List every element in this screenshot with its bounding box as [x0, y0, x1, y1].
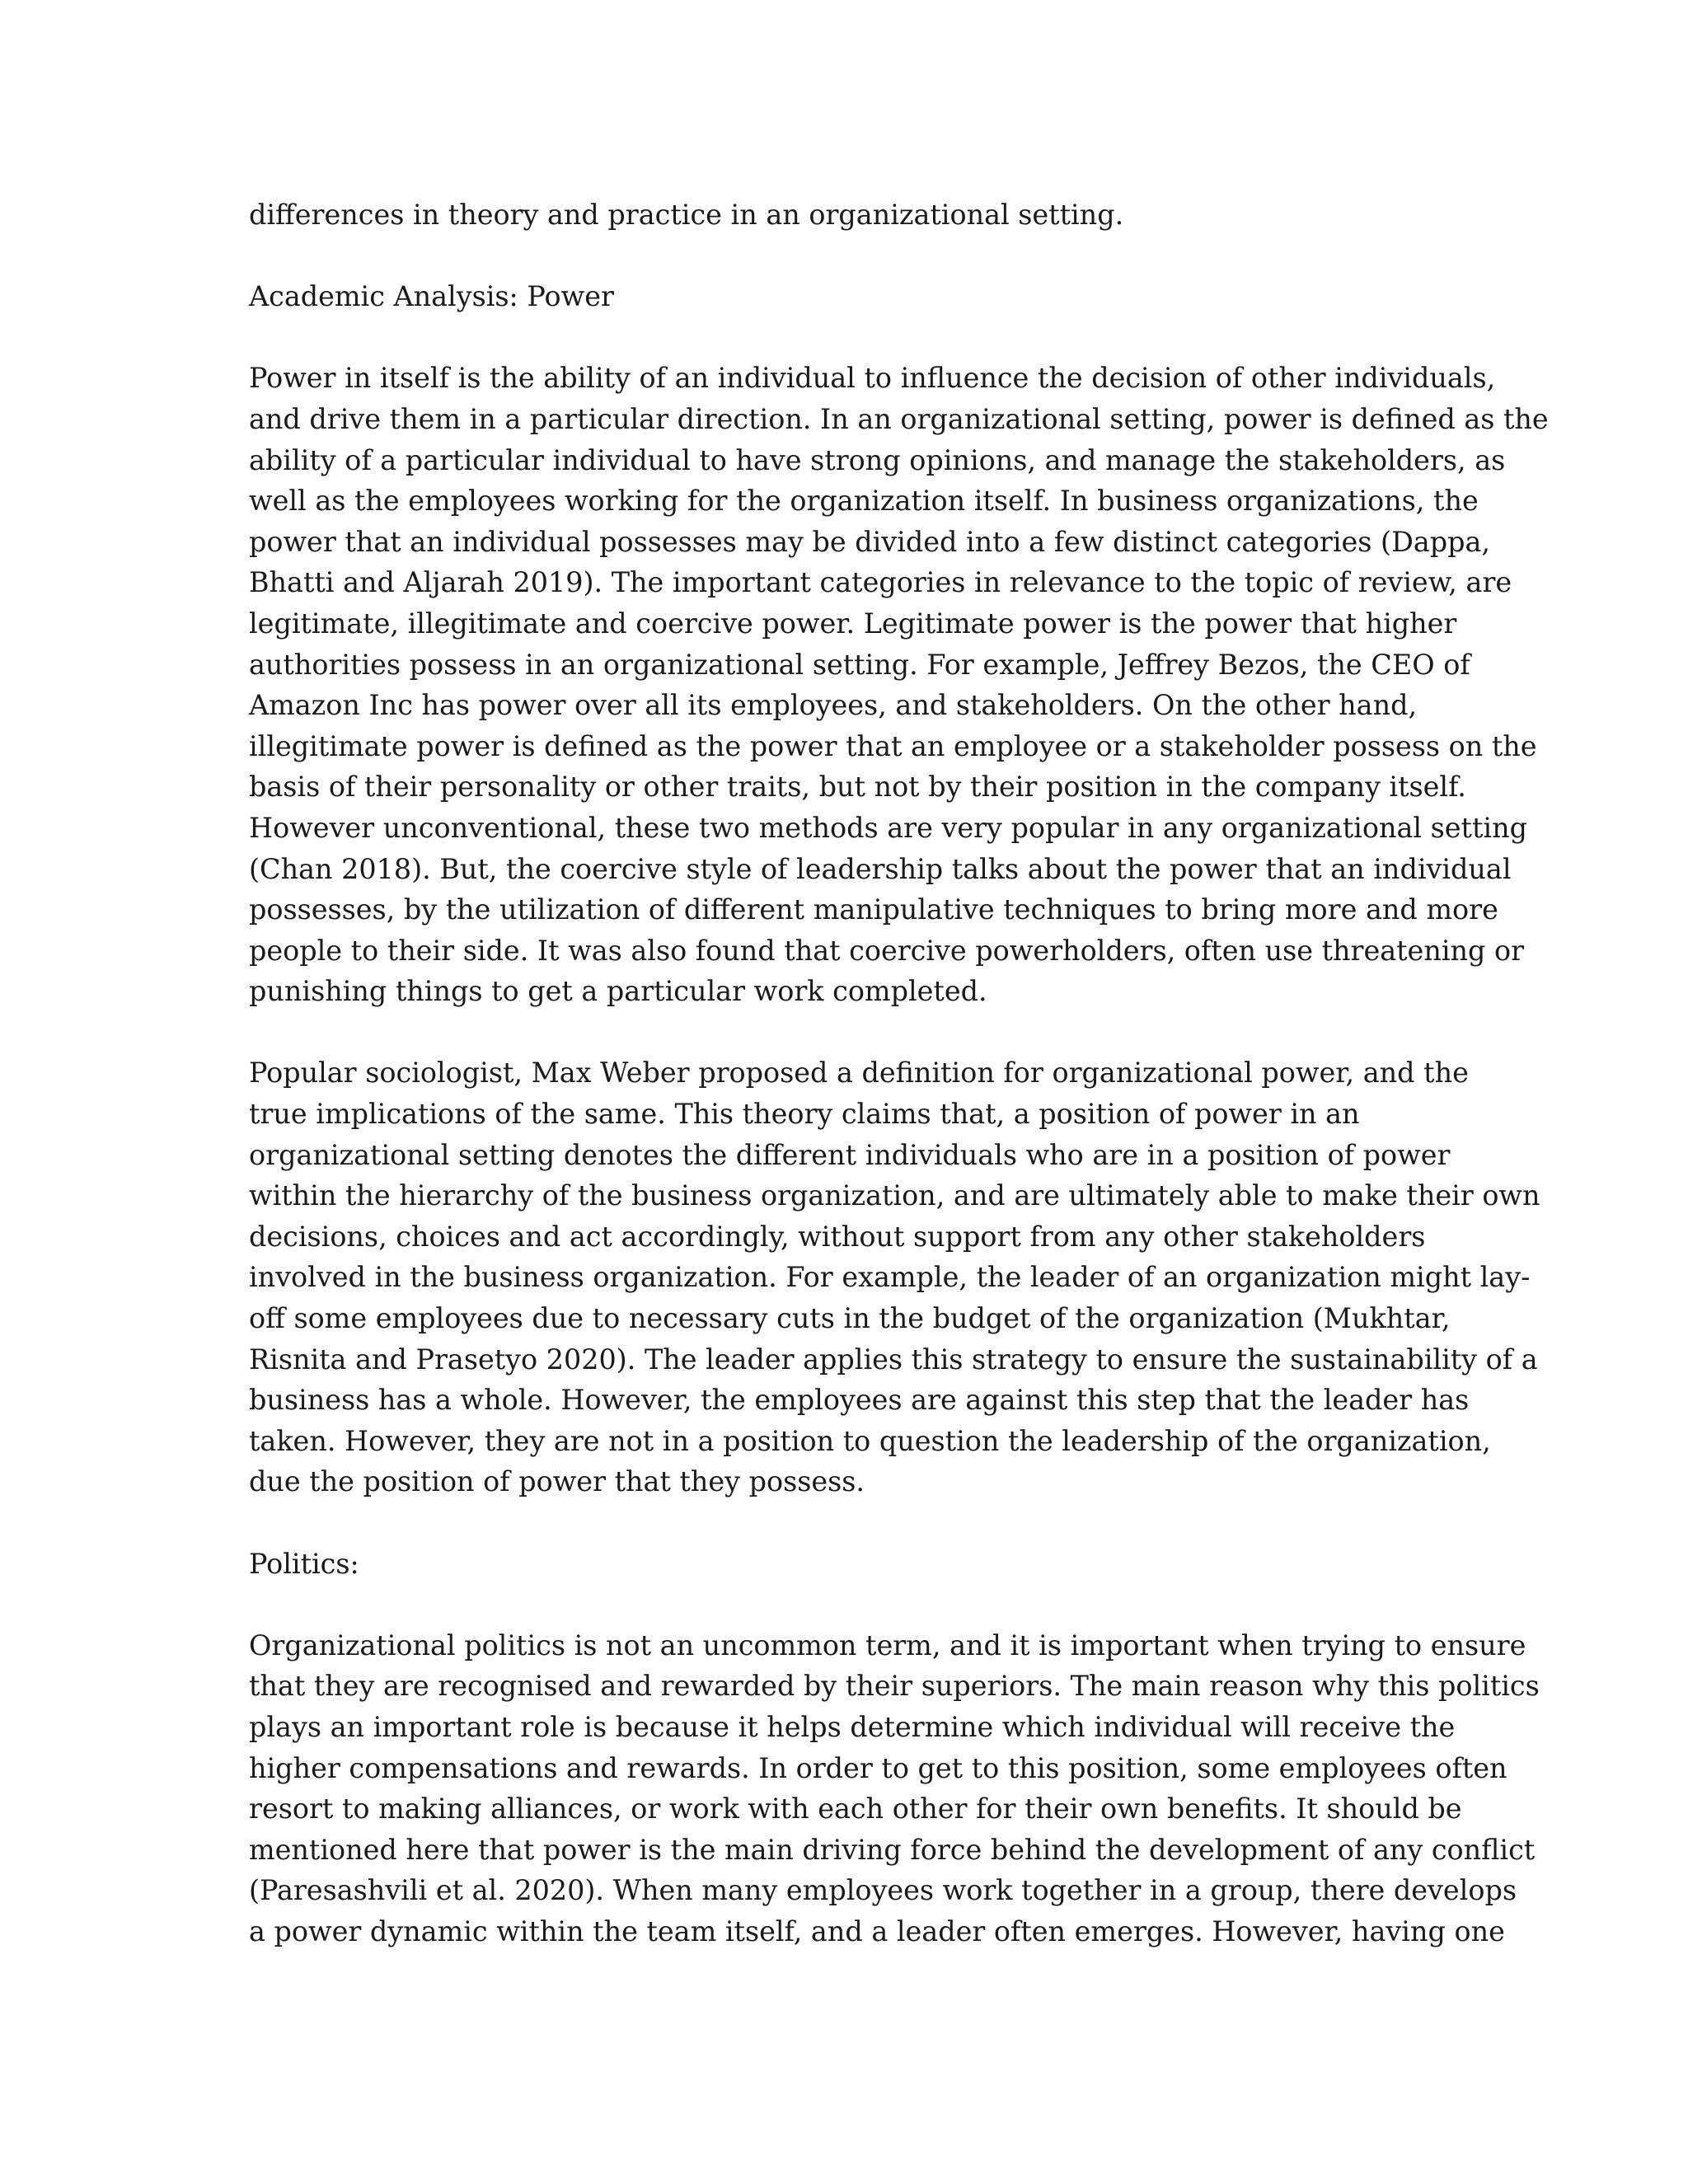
text-line: (Paresashvili et al. 2020). When many employees work together in a group, there develops	[249, 1874, 1517, 1907]
text-line: Bhatti and Aljarah 2019). The important categories in relevance to the topic of review, are	[249, 566, 1512, 599]
text-line: that they are recognised and rewarded by their superiors. The main reason why this politics	[249, 1670, 1540, 1703]
paragraph	[249, 358, 1549, 1012]
text-line: ability of a particular individual to have strong opinions, and manage the stakeholders, as	[249, 443, 1506, 476]
text-line: However unconventional, these two methods are very popular in any organizational setting	[249, 811, 1527, 844]
text-line: Popular sociologist, Max Weber proposed a definition for organizational power, and the	[249, 1057, 1469, 1090]
text-line: higher compensations and rewards. In order to get to this position, some employees often	[249, 1751, 1507, 1784]
text-line: business has a whole. However, the employees are against this step that the leader has	[249, 1384, 1470, 1417]
text-line: power that an individual possesses may be divided into a few distinct categories (Dappa,	[249, 525, 1491, 558]
text-line: Risnita and Prasetyo 2020). The leader applies this strategy to ensure the sustainability of a	[249, 1343, 1538, 1376]
text-line: people to their side. It was also found that coercive powerholders, often use threatening or	[249, 934, 1525, 967]
text-line: and drive them in a particular direction. In an organizational setting, power is defined as the	[249, 402, 1549, 435]
text-line: authorities possess in an organizational setting. For example, Jeffrey Bezos, the CEO of	[249, 648, 1470, 681]
text-line: basis of their personality or other traits, but not by their position in the company itself.	[249, 771, 1466, 804]
text-line: mentioned here that power is the main driving force behind the development of any conflict	[249, 1833, 1536, 1866]
text-line: off some employees due to necessary cuts in the budget of the organization (Mukhtar,	[249, 1302, 1451, 1335]
text-line: taken. However, they are not in a position to question the leadership of the organization,	[249, 1424, 1491, 1457]
continued-text	[249, 194, 1461, 236]
text-line: Amazon Inc has power over all its employees, and stakeholders. On the other hand,	[249, 689, 1418, 722]
paragraph-gap	[249, 317, 1461, 359]
text-line: Power in itself is the ability of an individual to influence the decision of other individuals,	[249, 362, 1496, 395]
paragraph-gap	[249, 1584, 1461, 1625]
section-heading	[249, 276, 1461, 317]
text-line: Organizational politics is not an uncommon term, and it is important when trying to ensure	[249, 1629, 1526, 1661]
text-line: well as the employees working for the organization itself. In business organizations, the	[249, 485, 1479, 518]
text-line: (Chan 2018). But, the coercive style of leadership talks about the power that an individual	[249, 852, 1512, 885]
text-line: involved in the business organization. For example, the leader of an organization might lay-	[249, 1261, 1531, 1294]
paragraph-gap	[249, 236, 1461, 277]
text-line: plays an important role is because it helps determine which individual will receive the	[249, 1710, 1456, 1743]
heading-text: Politics:	[249, 1547, 359, 1580]
text-line: legitimate, illegitimate and coercive power. Legitimate power is the power that higher	[249, 607, 1457, 640]
text-line: due the position of power that they possess.	[249, 1465, 865, 1498]
section-heading	[249, 1544, 1461, 1585]
text-line: decisions, choices and act accordingly, without support from any other stakeholders	[249, 1220, 1426, 1253]
document-body	[249, 194, 1549, 1952]
paragraph-gap	[249, 1502, 1461, 1544]
text-line: true implications of the same. This theory claims that, a position of power in an	[249, 1098, 1360, 1131]
text-line: possesses, by the utilization of different manipulative techniques to bring more and more	[249, 893, 1498, 926]
paragraph-gap	[249, 1012, 1461, 1053]
text-line: punishing things to get a particular work completed.	[249, 975, 987, 1008]
text-line: organizational setting denotes the different individuals who are in a position of power	[249, 1138, 1451, 1171]
text-line: illegitimate power is defined as the power that an employee or a stakeholder possess on the	[249, 729, 1537, 762]
text-line: within the hierarchy of the business organization, and are ultimately able to make their own	[249, 1179, 1540, 1212]
text-line: resort to making alliances, or work with each other for their own benefits. It should be	[249, 1793, 1462, 1825]
paragraph	[249, 1052, 1540, 1502]
paragraph	[249, 1625, 1540, 1952]
text-line: differences in theory and practice in an organizational setting.	[249, 199, 1124, 231]
heading-text: Academic Analysis: Power	[249, 280, 614, 313]
text-line: a power dynamic within the team itself, and a leader often emerges. However, having one	[249, 1915, 1505, 1947]
